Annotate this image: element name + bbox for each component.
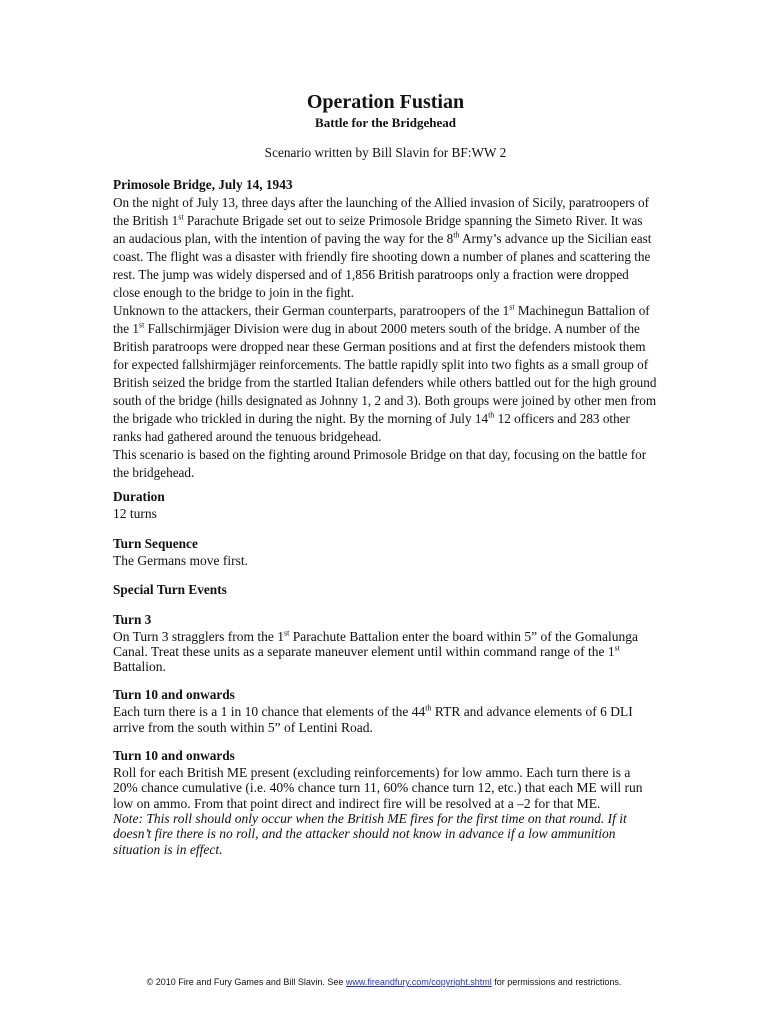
location-heading: Primosole Bridge, July 14, 1943 xyxy=(113,177,293,192)
document-title: Operation Fustian xyxy=(306,91,465,113)
turn3-heading: Turn 3 xyxy=(113,611,152,627)
byline: Scenario written by Bill Slavin for BF:WW 2 xyxy=(264,145,507,160)
turn10-heading-2: Turn 10 and onwards xyxy=(113,748,235,764)
duration-text: 12 turns xyxy=(113,506,157,521)
footer xyxy=(0,976,768,988)
special-events-heading: Special Turn Events xyxy=(113,581,227,597)
turn-sequence-text: The Germans move first. xyxy=(113,553,248,569)
footer-suffix: for permissions and restrictions. xyxy=(491,977,622,987)
copyright-link[interactable]: www.fireandfury.com/copyright.shtml xyxy=(345,977,492,987)
turn-sequence-heading: Turn Sequence xyxy=(113,536,198,552)
document-subtitle: Battle for the Bridgehead xyxy=(315,115,456,130)
intro-section xyxy=(113,194,658,482)
turn10-heading-1: Turn 10 and onwards xyxy=(113,687,235,703)
duration-heading: Duration xyxy=(113,489,165,504)
turn10-note: Note: This roll should only occur when the British ME fires for the first time on that round. If it doesn’t fire there is no roll, and the attacker should not know in advance if a low ammunition situation is in effect. xyxy=(113,810,627,857)
intro-paragraph-2: Unknown to the attackers, their German counterparts, paratroopers of the 1st Machinegun Battalion of the 1st Fallschirmjäger Division were dug in about 2000 meters south of the bridge. A number of the British paratroops were dropped near these German positions and at first the defenders mistook them for expected fallshirmjäger reinforcements. The battle rapidly split into two fights as a small group of British seized the bridge from the startled Italian defenders while others battled out for the high ground south of the bridge (hills designated as Johnny 1, 2 and 3). Both groups were joined by other men from the brigade who trickled in during the night. By the morning of July 14th 12 officers and 283 other ranks had gathered around the tenuous bridgehead. xyxy=(113,302,657,444)
turn10-text-2: Roll for each British ME present (excluding reinforcements) for low ammo. Each turn there is a 20% chance cumulative (i.e. 40% chance turn 11, 60% chance turn 12, etc.) that each ME will run low on ammo. From that point direct and indirect fire will be resolved at a –2 for that ME. xyxy=(113,765,643,811)
footer-copyright: © 2010 Fire and Fury Games and Bill Slavin. See xyxy=(146,977,346,987)
intro-paragraph-1: On the night of July 13, three days after the launching of the Allied invasion of Sicily, paratroopers of the British 1st Parachute Brigade set out to seize Primosole Bridge spanning the Simeto River. It was an audacious plan, with the intention of paving the way for the 8th Army’s advance up the Sicilian east coast. The flight was a disaster with friendly fire shooting down a number of planes and scattering the rest. The jump was widely dispersed and of 1,856 British paratroops only a fraction were dropped close enough to the bridge to join in the fight. xyxy=(113,195,652,300)
document-body xyxy=(113,176,658,857)
intro-paragraph-3: This scenario is based on the fighting around Primosole Bridge on that day, focusing on the battle for the bridgehead. xyxy=(113,447,647,480)
turn3-text: On Turn 3 stragglers from the 1st Parachute Battalion enter the board within 5” of the Gomalunga Canal. Treat these units as a separate maneuver element until within command range of the 1st Battalion. xyxy=(113,628,638,675)
turn10-text-1: Each turn there is a 1 in 10 chance that elements of the 44th RTR and advance elements of 6 DLI arrive from the south within 5” of Lentini Road. xyxy=(113,703,633,735)
